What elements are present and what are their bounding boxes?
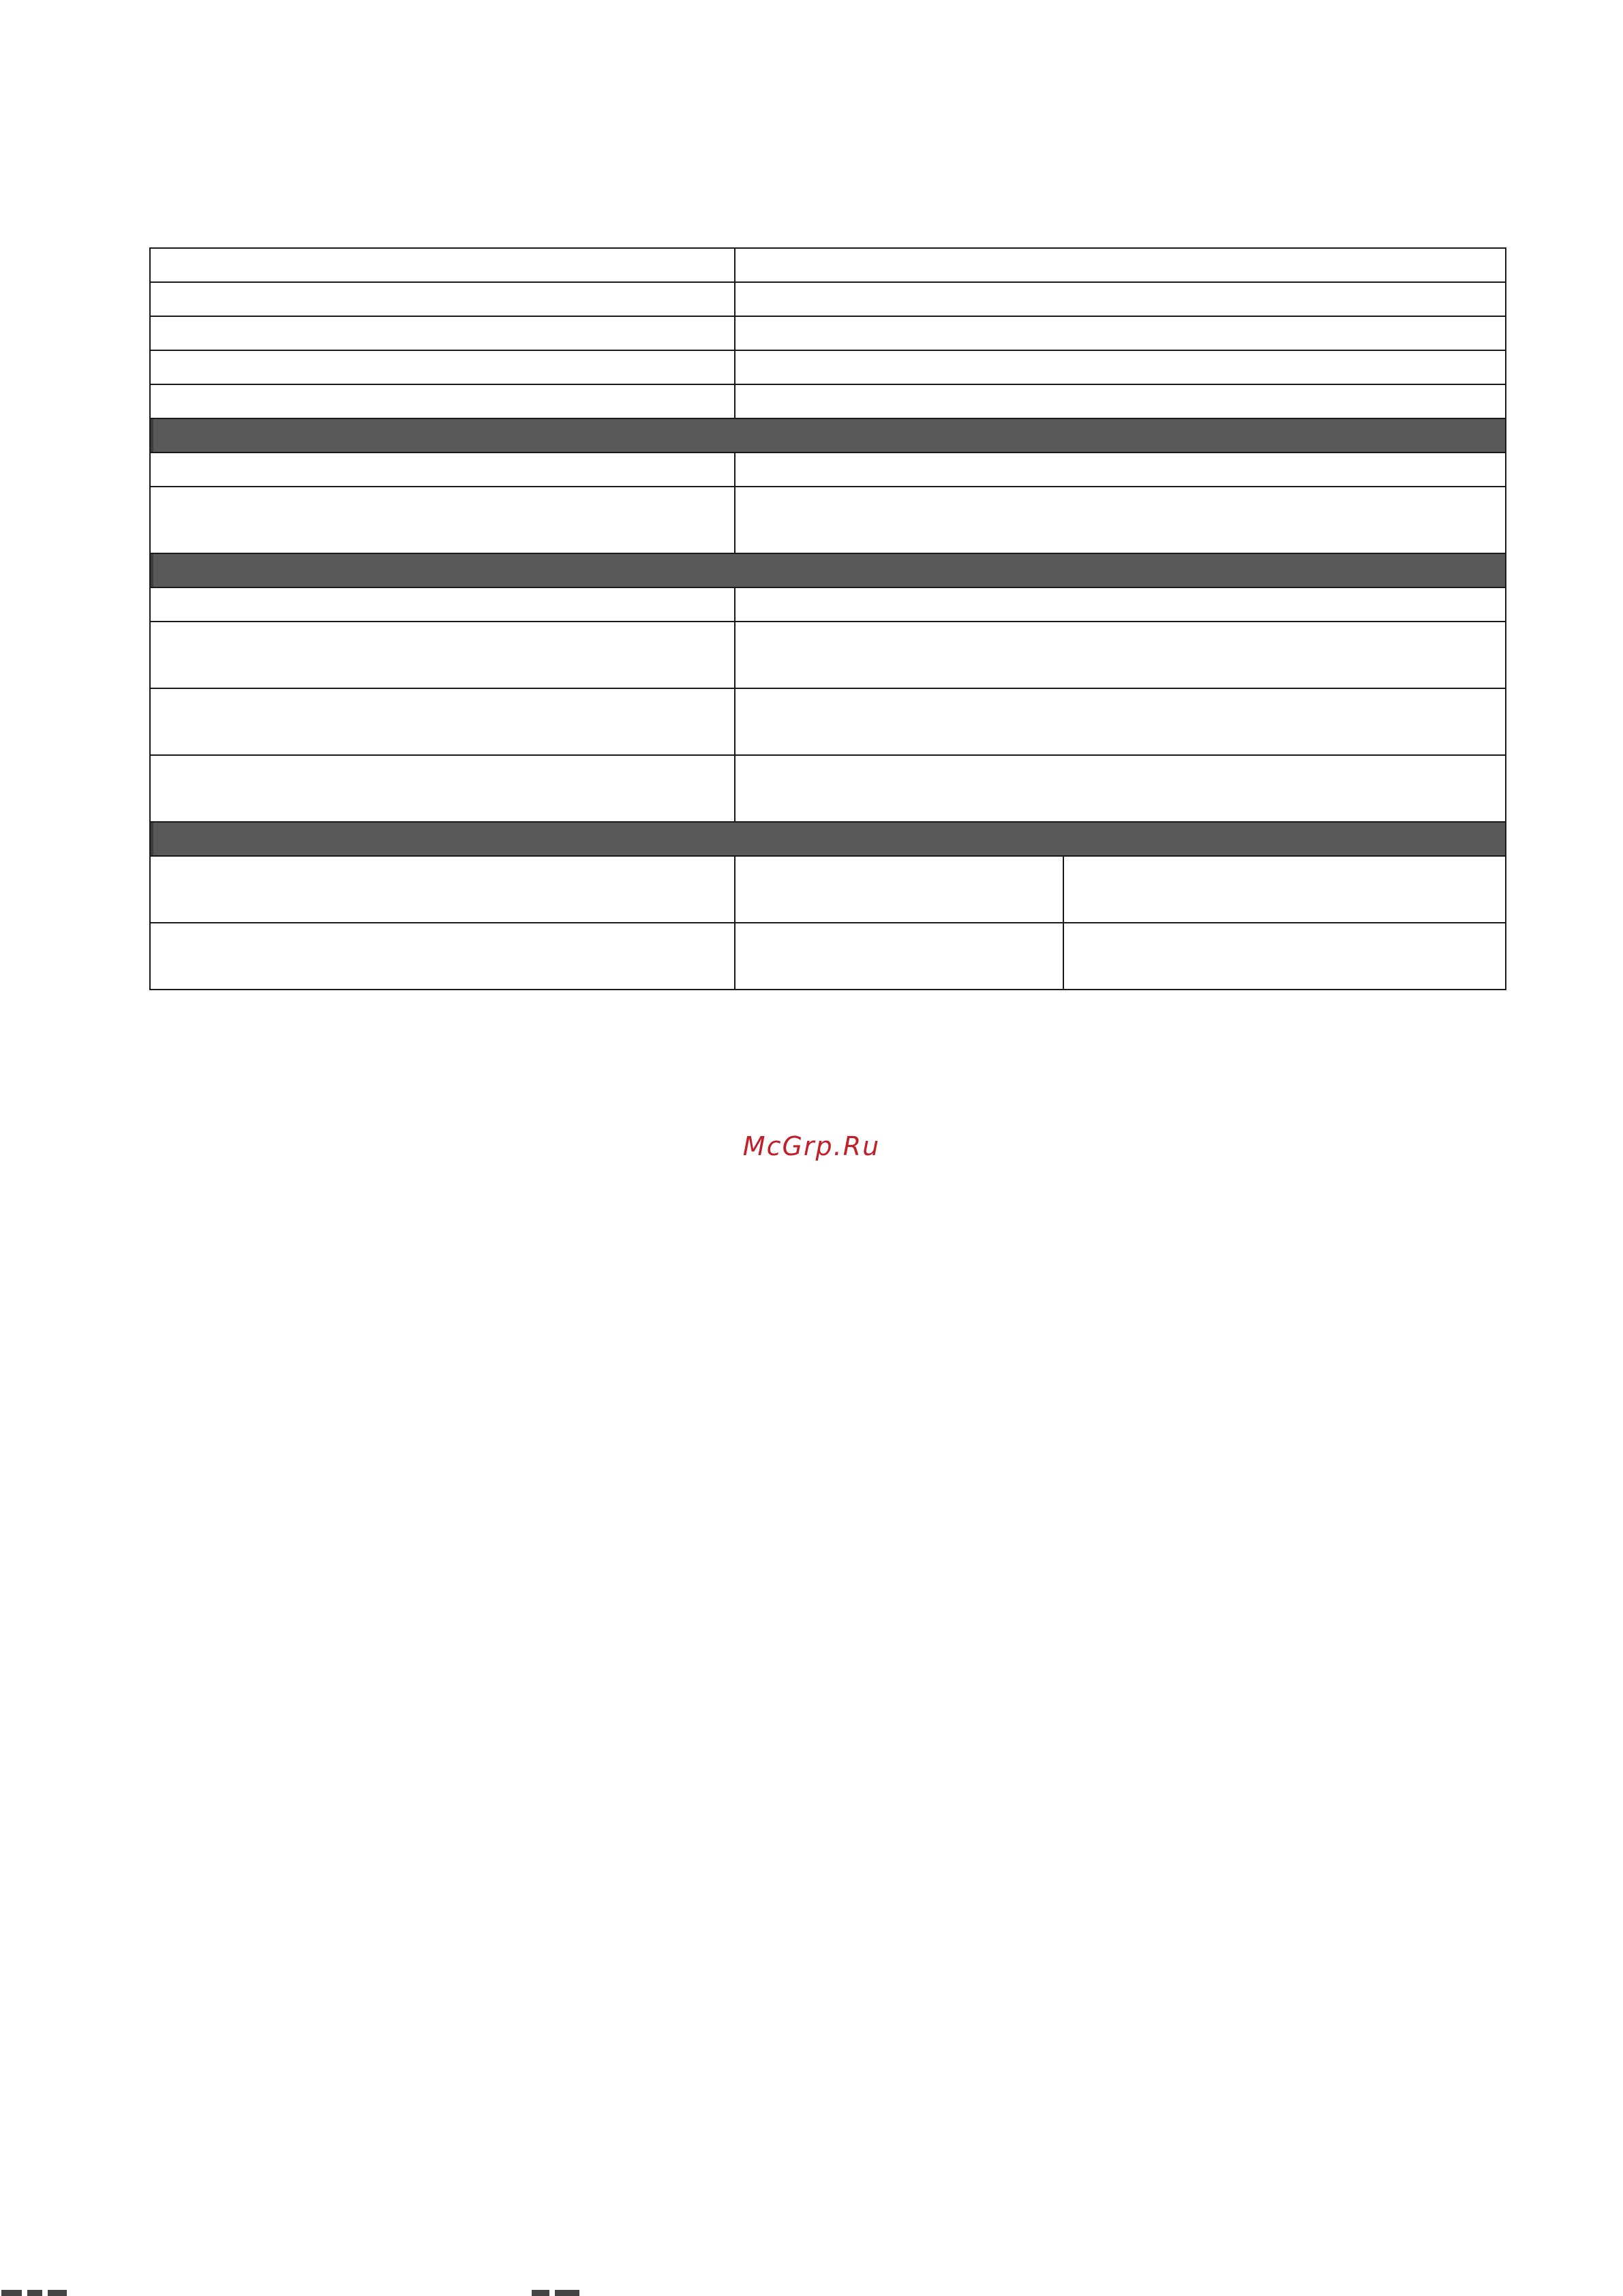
table-row (150, 248, 1506, 282)
section-header (150, 822, 1506, 856)
table-row (150, 453, 1506, 487)
footer-mark (1, 2290, 22, 2296)
row-label (150, 923, 735, 990)
row-value (735, 587, 1506, 622)
row-value (735, 487, 1506, 553)
row-value (735, 755, 1506, 822)
row-label (150, 248, 735, 282)
row-value-b (1063, 856, 1506, 923)
footer-fragment-right (532, 2284, 613, 2296)
row-label (150, 282, 735, 316)
watermark-text: McGrp.Ru (742, 1131, 881, 1161)
row-value (735, 622, 1506, 688)
row-label (150, 622, 735, 688)
row-value-b (1063, 923, 1506, 990)
table-row (150, 487, 1506, 553)
table-row (150, 688, 1506, 755)
table-row (150, 856, 1506, 923)
row-value (735, 248, 1506, 282)
section-header (150, 418, 1506, 453)
row-value (735, 282, 1506, 316)
row-value (735, 384, 1506, 418)
row-label (150, 453, 735, 487)
table-row (150, 923, 1506, 990)
row-label (150, 384, 735, 418)
row-value (735, 688, 1506, 755)
footer-mark (27, 2290, 42, 2296)
specification-table (149, 247, 1506, 990)
table-row (150, 350, 1506, 384)
row-label (150, 487, 735, 553)
table-row (150, 755, 1506, 822)
section-header-row (150, 822, 1506, 856)
table-row (150, 282, 1506, 316)
row-label (150, 755, 735, 822)
row-value (735, 350, 1506, 384)
section-header (150, 553, 1506, 587)
section-header-row (150, 418, 1506, 453)
table-row (150, 622, 1506, 688)
table-row (150, 587, 1506, 622)
row-label (150, 316, 735, 350)
row-label (150, 350, 735, 384)
row-label (150, 856, 735, 923)
footer-mark (532, 2290, 549, 2296)
section-header-row (150, 553, 1506, 587)
table-row (150, 316, 1506, 350)
row-value-a (735, 856, 1063, 923)
row-value-a (735, 923, 1063, 990)
row-label (150, 688, 735, 755)
footer-mark (48, 2290, 67, 2296)
footer-fragment-left (0, 2284, 82, 2296)
table-row (150, 384, 1506, 418)
footer-mark (555, 2290, 579, 2296)
row-value (735, 316, 1506, 350)
row-value (735, 453, 1506, 487)
row-label (150, 587, 735, 622)
